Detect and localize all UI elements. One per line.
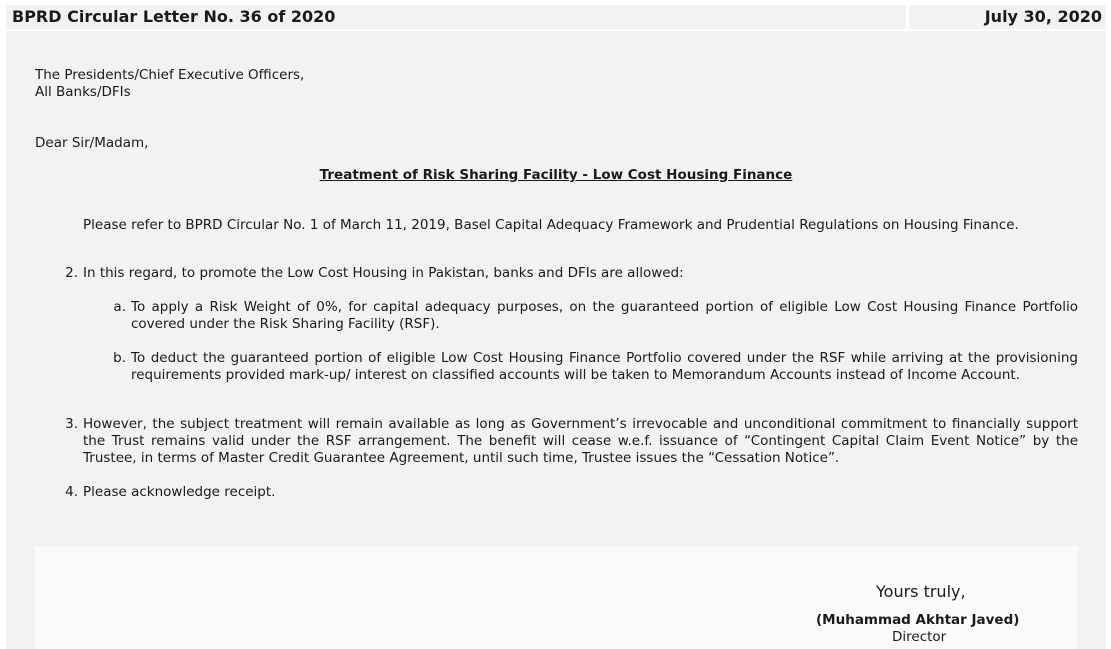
- signer-designation: Director: [892, 629, 947, 645]
- paragraph-2-number: 2.: [65, 265, 78, 281]
- item-a-text: To apply a Risk Weight of 0%, for capital adequacy purposes, on the guaranteed portion of eligible Low Cost Housing Finance Portfolio covered under the Risk Sharing Facility (RSF).: [131, 299, 1078, 332]
- paragraph-1: Please refer to BPRD Circular No. 1 of March 11, 2019, Basel Capital Adequacy Framework and Prudential Regulations on Housing Finance.: [83, 217, 1019, 233]
- addressee-line-2: All Banks/DFIs: [35, 84, 131, 100]
- signature-block: [35, 546, 1078, 649]
- addressee-line-1: The Presidents/Chief Executive Officers,: [35, 67, 305, 83]
- item-b-text: To deduct the guaranteed portion of eligible Low Cost Housing Finance Portfolio covered under the RSF while arriving at the provisioning requirements provided mark-up/ interest on classified accounts will be taken to Memorandum Accounts instead of Income Account.: [131, 350, 1078, 383]
- item-a-label: a.: [113, 299, 126, 315]
- signer-name: (Muhammad Akhtar Javed): [816, 612, 1020, 628]
- letter-body: [6, 31, 1106, 649]
- circular-date: July 30, 2020: [909, 5, 1106, 29]
- paragraph-4-number: 4.: [65, 484, 78, 500]
- item-b-label: b.: [113, 350, 126, 366]
- circular-header: [6, 5, 1106, 29]
- paragraph-3-number: 3.: [65, 416, 78, 432]
- circular-title: BPRD Circular Letter No. 36 of 2020: [6, 5, 906, 29]
- closing-phrase: Yours truly,: [876, 582, 966, 601]
- salutation: Dear Sir/Madam,: [35, 135, 149, 151]
- paragraph-4: Please acknowledge receipt.: [83, 484, 276, 500]
- paragraph-2: In this regard, to promote the Low Cost Housing in Pakistan, banks and DFIs are allowed:: [83, 265, 684, 281]
- letter-subject: Treatment of Risk Sharing Facility - Low Cost Housing Finance: [319, 167, 793, 183]
- paragraph-3: However, the subject treatment will remain available as long as Government’s irrevocable and unconditional commitment to financially support the Trust remains valid under the RSF arrangement. The benefit will cease w.e.f. issuance of “Contingent Capital Claim Event Notice” by the Trustee, in terms of Master Credit Guarantee Agreement, until such time, Trustee issues the “Cessation Notice”.: [83, 416, 1078, 466]
